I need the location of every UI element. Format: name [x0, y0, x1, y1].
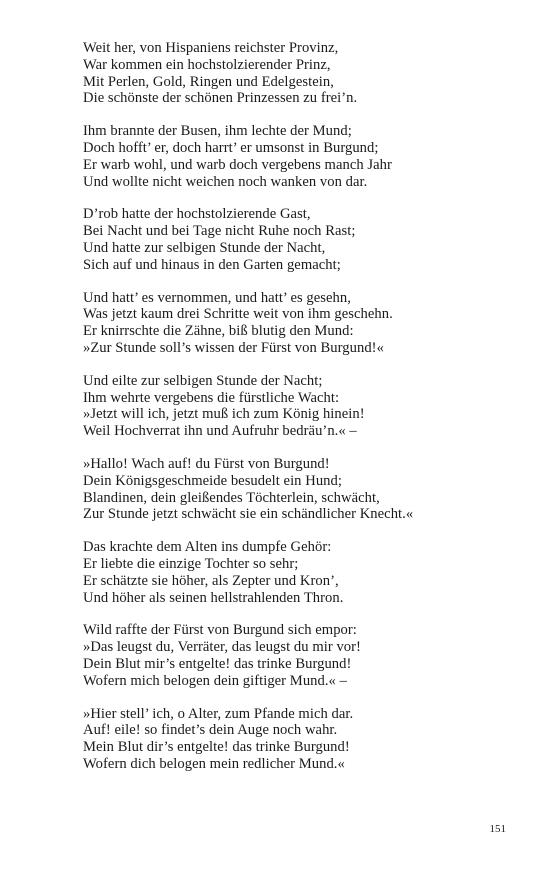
stanza-6	[83, 456, 503, 523]
poem-line: Wild raffte der Fürst von Burgund sich empor:	[83, 622, 357, 639]
poem-line: »Jetzt will ich, jetzt muß ich zum König hinein!	[83, 406, 365, 423]
stanza-2	[83, 123, 503, 190]
stanza-9	[83, 706, 503, 773]
poem-line: Er knirrschte die Zähne, biß blutig den Mund:	[83, 323, 354, 340]
poem-text	[83, 40, 503, 789]
poem-line: War kommen ein hochstolzierender Prinz,	[83, 56, 331, 73]
poem-line: Dein Königsgeschmeide besudelt ein Hund;	[83, 472, 342, 489]
poem-line: »Hallo! Wach auf! du Fürst von Burgund!	[83, 455, 330, 472]
stanza-1	[83, 40, 503, 107]
poem-line: Doch hofft’ er, doch harrt’ er umsonst in Burgund;	[83, 139, 379, 156]
stanza-5	[83, 373, 503, 440]
poem-line: Und wollte nicht weichen noch wanken von dar.	[83, 173, 368, 190]
stanza-7	[83, 539, 503, 606]
stanza-3	[83, 206, 503, 273]
poem-line: Ihm brannte der Busen, ihm lechte der Mund;	[83, 123, 352, 140]
poem-line: Wofern dich belogen mein redlicher Mund.«	[83, 755, 345, 772]
poem-line: Mit Perlen, Gold, Ringen und Edelgestein,	[83, 73, 334, 90]
poem-line: Er schätzte sie höher, als Zepter und Kron’,	[83, 572, 339, 589]
poem-line: Bei Nacht und bei Tage nicht Ruhe noch Rast;	[83, 223, 356, 240]
poem-line: Zur Stunde jetzt schwächt sie ein schändlicher Knecht.«	[83, 506, 414, 523]
poem-line: Und hatte zur selbigen Stunde der Nacht,	[83, 239, 326, 256]
page-number: 151	[489, 823, 506, 835]
poem-line: Und hatt’ es vernommen, und hatt’ es gesehn,	[83, 289, 351, 306]
poem-line: Er warb wohl, und warb doch vergebens manch Jahr	[83, 156, 392, 173]
poem-line: »Zur Stunde soll’s wissen der Fürst von Burgund!«	[83, 339, 384, 356]
poem-line: Wofern mich belogen dein giftiger Mund.« –	[83, 672, 347, 689]
stanza-4	[83, 290, 503, 357]
stanza-8	[83, 622, 503, 689]
poem-line: Das krachte dem Alten ins dumpfe Gehör:	[83, 539, 332, 556]
poem-line: Die schönste der schönen Prinzessen zu frei’n.	[83, 90, 358, 107]
poem-line: Weit her, von Hispaniens reichster Provinz,	[83, 40, 339, 56]
poem-line: Und eilte zur selbigen Stunde der Nacht;	[83, 372, 323, 389]
poem-line: Mein Blut dir’s entgelte! das trinke Burgund!	[83, 739, 350, 756]
poem-line: »Das leugst du, Verräter, das leugst du mir vor!	[83, 639, 361, 656]
poem-line: »Hier stell’ ich, o Alter, zum Pfande mich dar.	[83, 705, 354, 722]
poem-line: Dein Blut mir’s entgelte! das trinke Burgund!	[83, 655, 352, 672]
poem-line: D’rob hatte der hochstolzierende Gast,	[83, 206, 311, 223]
poem-line: Auf! eile! so findet’s dein Auge noch wahr.	[83, 722, 338, 739]
poem-line: Und höher als seinen hellstrahlenden Thron.	[83, 589, 344, 606]
poem-line: Ihm wehrte vergebens die fürstliche Wacht:	[83, 389, 340, 406]
poem-line: Sich auf und hinaus in den Garten gemacht;	[83, 256, 341, 273]
poem-line: Er liebte die einzige Tochter so sehr;	[83, 555, 299, 572]
poem-line: Weil Hochverrat ihn und Aufruhr bedräu’n.« –	[83, 423, 357, 440]
poem-line: Was jetzt kaum drei Schritte weit von ihm geschehn.	[83, 306, 393, 323]
poem-line: Blandinen, dein gleißendes Töchterlein, schwächt,	[83, 489, 380, 506]
